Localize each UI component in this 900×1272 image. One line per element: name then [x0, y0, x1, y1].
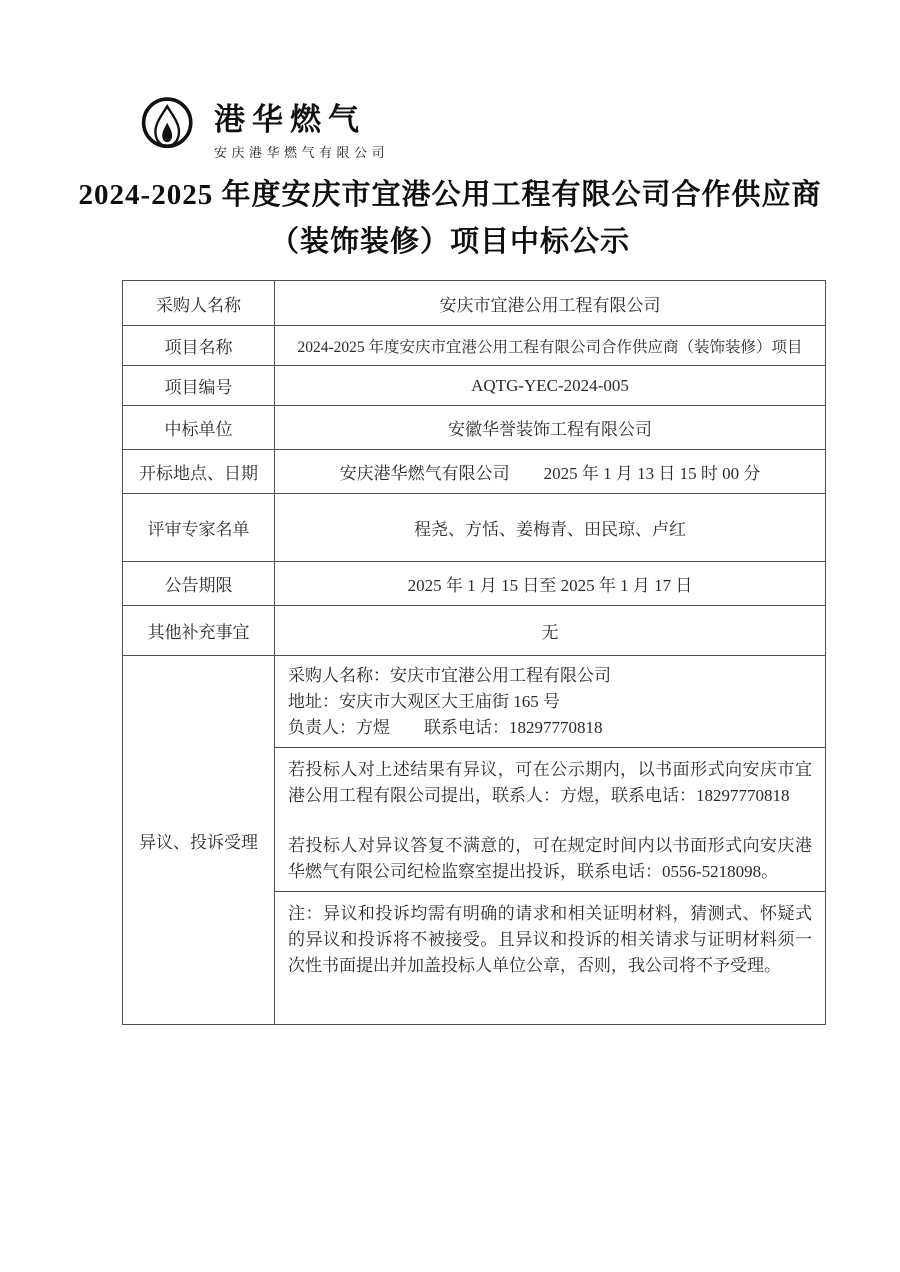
objection-note-cell	[275, 891, 825, 1024]
address-line: 地址：安庆市大观区大王庙街 165 号	[288, 692, 560, 711]
objection-procedure-para2: 若投标人对异议答复不满意的，可在规定时间内以书面形式向安庆港华燃气有限公司纪检监察室提出投诉，联系电话：0556-5218098。	[288, 836, 812, 881]
table-row-other-matters	[123, 606, 825, 656]
table-row-project-name	[123, 326, 825, 366]
row-label: 公告期限	[123, 562, 275, 605]
row-label: 其他补充事宜	[123, 606, 275, 655]
row-label: 异议、投诉受理	[123, 656, 275, 1024]
page-title-line1: 2024-2025 年度安庆市宜港公用工程有限公司合作供应商	[78, 179, 822, 211]
table-row-expert-list	[123, 494, 825, 562]
objection-contact-cell	[275, 656, 825, 747]
responsible-person-line: 负责人：方煜 联系电话：18297770818	[288, 718, 603, 737]
row-label: 评审专家名单	[123, 494, 275, 561]
row-value: 程尧、方恬、姜梅青、田民琼、卢红	[414, 520, 686, 539]
table-row-opening-place-date	[123, 450, 825, 494]
row-value: AQTG-YEC-2024-005	[471, 375, 629, 395]
table-row-objection-complaint	[123, 656, 825, 1024]
table-row-announcement-period	[123, 562, 825, 606]
company-logo	[140, 94, 389, 169]
table-row-purchaser	[123, 281, 825, 326]
row-value: 2025 年 1 月 15 日至 2025 年 1 月 17 日	[407, 576, 693, 595]
row-value: 2024-2025 年度安庆市宜港公用工程有限公司合作供应商（装饰装修）项目	[297, 338, 803, 356]
table-row-project-number	[123, 366, 825, 406]
objection-procedure-para1: 若投标人对上述结果有异议，可在公示期内，以书面形式向安庆市宜港公用工程有限公司提出，联系人：方煜，联系电话：18297770818	[288, 760, 812, 805]
objection-detail-column	[275, 656, 825, 1024]
objection-procedure-cell	[275, 747, 825, 891]
row-value: 安庆港华燃气有限公司 2025 年 1 月 13 日 15 时 00 分	[339, 464, 761, 483]
logo-subtitle-text: 安庆港华燃气有限公司	[214, 144, 390, 160]
logo-brand-text: 港华燃气	[214, 101, 366, 137]
towngas-flame-logo-icon	[140, 94, 198, 169]
row-value: 安庆市宜港公用工程有限公司	[439, 295, 661, 315]
row-label: 中标单位	[123, 406, 275, 449]
announcement-table	[122, 280, 826, 1025]
page-title	[0, 172, 900, 266]
row-label: 项目编号	[123, 366, 275, 405]
row-value: 无	[541, 623, 559, 642]
objection-note-text: 注：异议和投诉均需有明确的请求和相关证明材料，猜测式、怀疑式的异议和投诉将不被接受。且异议和投诉的相关请求与证明材料须一次性书面提出并加盖投标人单位公章，否则，我公司将不予受理。	[288, 904, 812, 975]
table-row-winning-bidder	[123, 406, 825, 450]
row-label: 开标地点、日期	[123, 450, 275, 493]
purchaser-name-line: 采购人名称：安庆市宜港公用工程有限公司	[288, 666, 611, 685]
row-value: 安徽华誉装饰工程有限公司	[448, 420, 652, 439]
page-title-line2: （装饰装修）项目中标公示	[269, 226, 630, 258]
row-label: 采购人名称	[123, 281, 275, 325]
row-label: 项目名称	[123, 326, 275, 365]
